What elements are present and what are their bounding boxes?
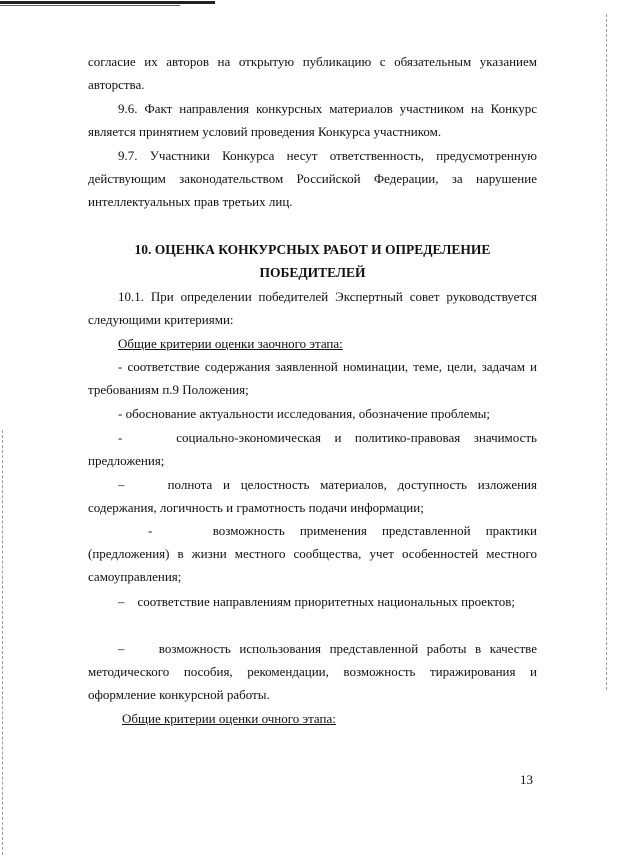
paragraph-9-7: 9.7. Участники Конкурса несут ответственность, предусмотренную действующим законодательством Российской Федерации, за нарушение интеллектуальных прав третьих лиц.	[88, 148, 537, 209]
scan-edge-left	[2, 430, 3, 855]
criteria-item: - возможность применения представленной практики (предложения) в жизни местного сообщества, учет особенностей местного самоуправления;	[88, 523, 537, 584]
paragraph-continuation: согласие их авторов на открытую публикацию с обязательным указанием авторства.	[88, 54, 537, 92]
criteria-correspondence-label: Общие критерии оценки заочного этапа:	[118, 336, 343, 351]
criteria-item: - соответствие содержания заявленной номинации, теме, цели, задачам и требованиям п.9 Положения;	[88, 359, 537, 397]
criteria-fulltime-label: Общие критерии оценки очного этапа:	[122, 711, 336, 726]
section-heading-line-2: ПОБЕДИТЕЛЕЙ	[259, 265, 366, 280]
paragraph-10-1: 10.1. При определении победителей Экспертный совет руководствуется следующими критериями:	[88, 289, 537, 327]
criteria-item: – возможность использования представленной работы в качестве методического пособия, рекомендации, возможность тиражирования и оформление конкурсной работы.	[88, 641, 537, 702]
criteria-item: – полнота и целостность материалов, доступность изложения содержания, логичность и грамотность подачи информации;	[88, 477, 537, 515]
scan-top-rule	[0, 1, 215, 4]
criteria-item: – соответствие направлениям приоритетных национальных проектов;	[118, 594, 515, 609]
section-heading-line-1: 10. ОЦЕНКА КОНКУРСНЫХ РАБОТ И ОПРЕДЕЛЕНИЕ	[134, 242, 491, 257]
page-number: 13	[520, 772, 533, 787]
scan-edge-right	[606, 14, 607, 690]
criteria-item: - социально-экономическая и политико-правовая значимость предложения;	[88, 430, 537, 468]
criteria-item: - обоснование актуальности исследования, обозначение проблемы;	[118, 406, 491, 421]
paragraph-9-6: 9.6. Факт направления конкурсных материалов участником на Конкурс является принятием условий проведения Конкурса участником.	[88, 101, 537, 139]
scan-top-rule-thin	[0, 5, 180, 6]
